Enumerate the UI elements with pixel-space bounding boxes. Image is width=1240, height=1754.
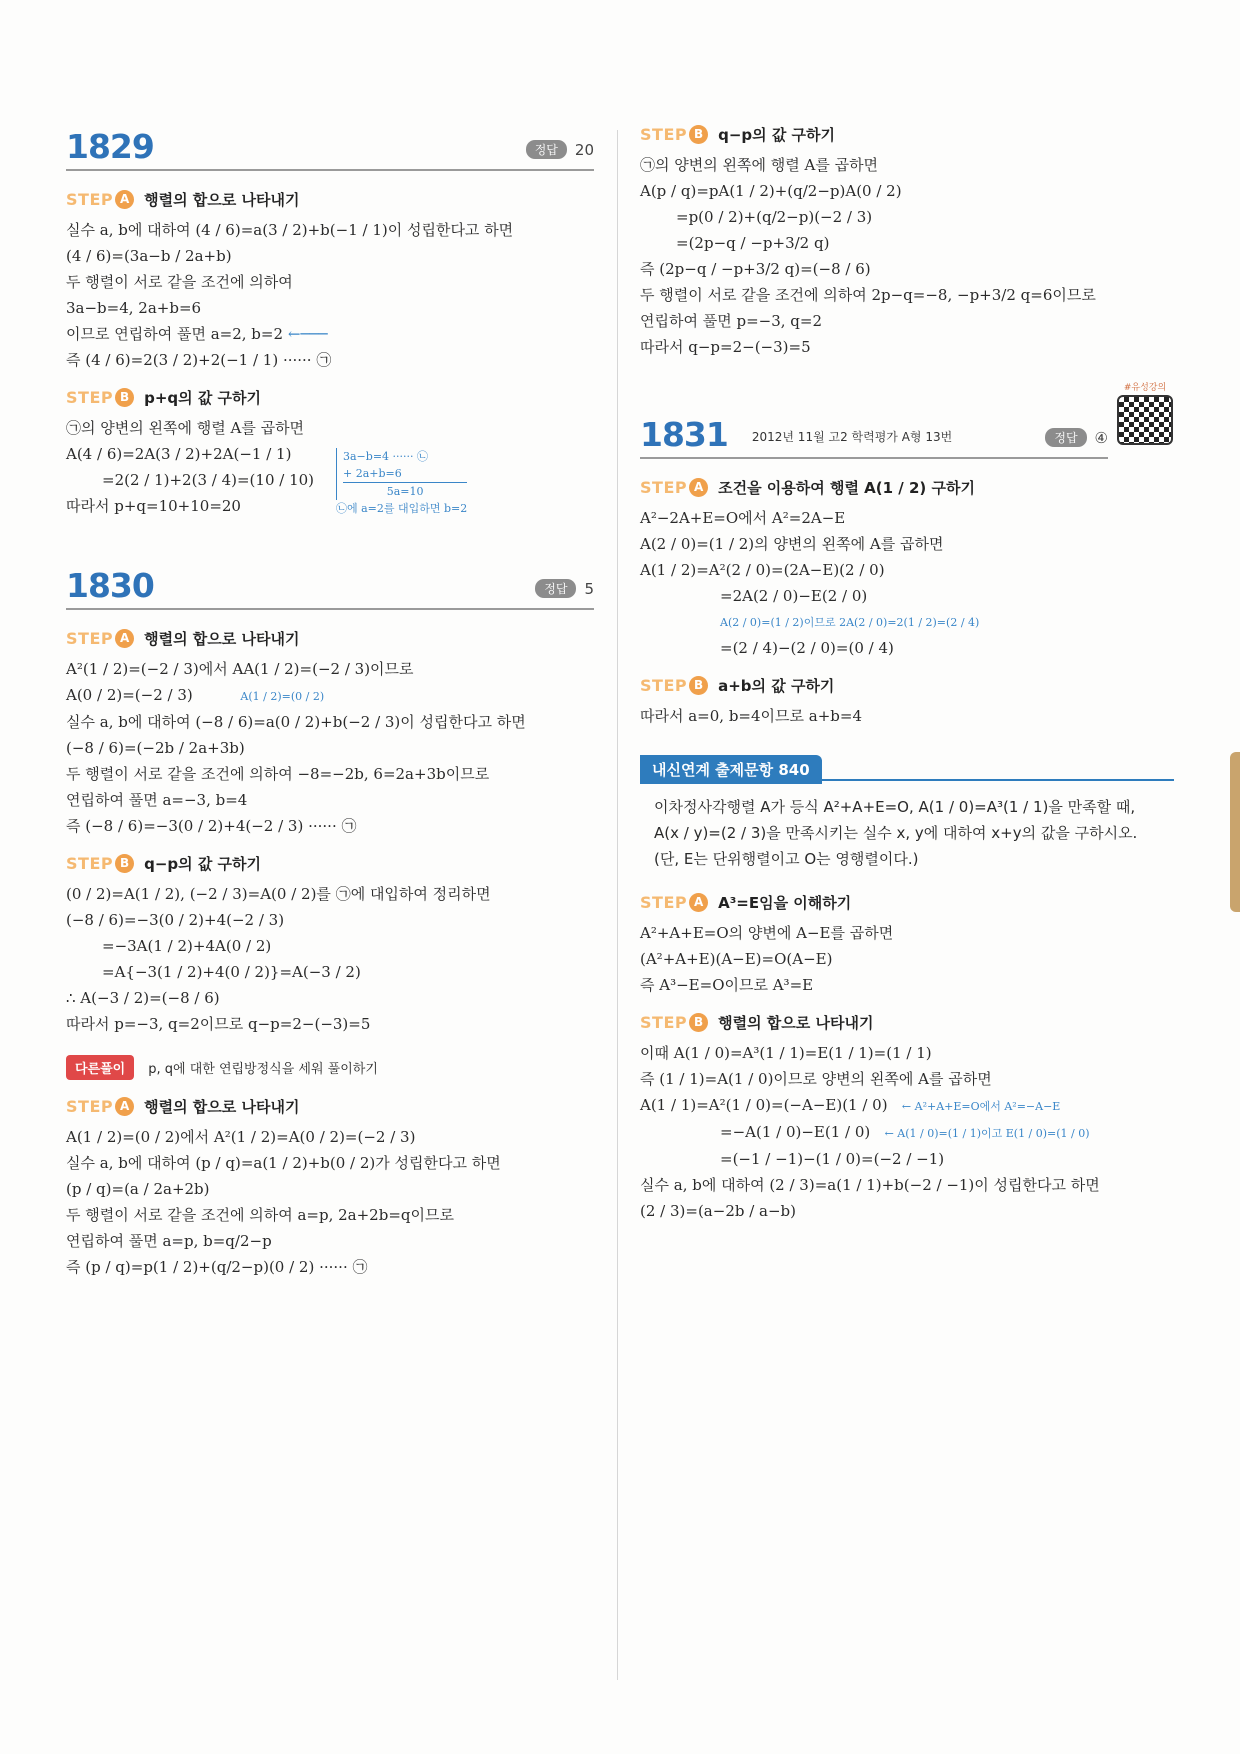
solution-line: 두 행렬이 서로 같을 조건에 의하여 2p−q=−8, −p+3/2 q=6이므로: [640, 286, 1096, 304]
hint-note: A(1 / 2)=(0 / 2): [240, 690, 325, 703]
solution-line: =2(2 / 1)+2(3 / 4)=(10 / 10): [102, 471, 315, 489]
solution-line: =2A(2 / 0)−E(2 / 0): [720, 587, 868, 605]
question-line: A(x / y)=(2 / 3)을 만족시키는 실수 x, y에 대하여 x+y의 값을 구하시오.: [654, 824, 1138, 842]
solution-line: 실수 a, b에 대하여 (p / q)=a(1 / 2)+b(0 / 2)가 성립한다고 하면: [66, 1154, 501, 1172]
solution-line: 따라서 p+q=10+10=20: [66, 497, 241, 515]
solution-line: 즉 (1 / 1)=A(1 / 0)이므로 양변의 왼쪽에 A를 곱하면: [640, 1070, 992, 1088]
solution-line: 연립하여 풀면 a=p, b=q/2−p: [66, 1232, 272, 1250]
problem-number: 1829: [66, 127, 154, 166]
solution-line: A(1 / 2)=(0 / 2)에서 A²(1 / 2)=A(0 / 2)=(−2 / 3): [66, 1128, 416, 1146]
solution-line: (p / q)=(a / 2a+2b): [66, 1180, 210, 1198]
solution-line: 실수 a, b에 대하여 (4 / 6)=a(3 / 2)+b(−1 / 1)이 성립한다고 하면: [66, 221, 514, 239]
solution-line: 즉 (2p−q / −p+3/2 q)=(−8 / 6): [640, 260, 871, 278]
hint-note: A(2 / 0)=(1 / 2)이므로 2A(2 / 0)=2(1 / 2)=(2 / 4): [720, 616, 980, 629]
solution-line: =(2 / 4)−(2 / 0)=(0 / 4): [720, 639, 894, 657]
answer-value: ④: [1094, 428, 1108, 447]
alternative-solution-header: [66, 1055, 594, 1080]
solution-line: =(−1 / −1)−(1 / 0)=(−2 / −1): [720, 1150, 945, 1168]
qr-icon: [1117, 395, 1173, 445]
problem-header: [640, 415, 1108, 459]
solution-line: 연립하여 풀면 a=−3, b=4: [66, 791, 248, 809]
solution-line: =A{−3(1 / 2)+4(0 / 2)}=A(−3 / 2): [102, 963, 361, 981]
problem-number: 1831: [640, 415, 728, 454]
solution-line: 이때 A(1 / 0)=A³(1 / 1)=E(1 / 1)=(1 / 1): [640, 1044, 932, 1062]
solution-line: 즉 (p / q)=p(1 / 2)+(q/2−p)(0 / 2) ······ ㉠: [66, 1258, 368, 1276]
answer-value: 5: [584, 579, 594, 598]
right-column: [640, 125, 1174, 1227]
problem-1830: [66, 566, 594, 1278]
answer: [535, 579, 594, 598]
solution-line: A(1 / 1)=A²(1 / 0)=(−A−E)(1 / 0) ← A²+A+E=O에서 A²=−A−E: [640, 1096, 1061, 1114]
solution-line: 실수 a, b에 대하여 (2 / 3)=a(1 / 1)+b(−2 / −1)이 성립한다고 하면: [640, 1176, 1100, 1194]
problem-header: [66, 566, 594, 610]
solution-line: (−8 / 6)=−3(0 / 2)+4(−2 / 3): [66, 911, 285, 929]
solution-line: A²+A+E=O의 양변에 A−E를 곱하면: [640, 924, 894, 942]
related-problem-header: [640, 755, 1174, 784]
answer: [526, 140, 594, 159]
hint-note: ← A²+A+E=O에서 A²=−A−E: [901, 1100, 1061, 1113]
step-b: STEP B q−p의 값 구하기: [640, 125, 836, 144]
solution-line: =−3A(1 / 2)+4A(0 / 2): [102, 937, 272, 955]
solution-line: A²(1 / 2)=(−2 / 3)에서 AA(1 / 2)=(−2 / 3)이므로: [66, 660, 414, 678]
question-line: 이차정사각행렬 A가 등식 A²+A+E=O, A(1 / 0)=A³(1 / 1)을 만족할 때,: [654, 798, 1136, 816]
problem-1829: [66, 127, 594, 517]
step-b: STEP B q−p의 값 구하기: [66, 854, 262, 873]
alt-title: p, q에 대한 연립방정식을 세워 풀이하기: [148, 1062, 378, 1077]
alt-badge: 다른풀이: [66, 1055, 134, 1080]
solution-line: (4 / 6)=(3a−b / 2a+b): [66, 247, 232, 265]
solution-line: A(4 / 6)=2A(3 / 2)+2A(−1 / 1): [66, 445, 292, 463]
step-b: STEP B 행렬의 합으로 나타내기: [640, 1013, 874, 1032]
related-problem-title: 내신연계 출제문항 840: [640, 755, 822, 784]
solution-line: 두 행렬이 서로 같을 조건에 의하여 a=p, 2a+2b=q이므로: [66, 1206, 454, 1224]
solution-line: ㉠의 양변의 왼쪽에 행렬 A를 곱하면: [66, 419, 305, 437]
solution-line: A(2 / 0)=(1 / 2)의 양변의 왼쪽에 A를 곱하면: [640, 535, 944, 553]
step-b: STEP B p+q의 값 구하기: [66, 388, 262, 407]
problem-header: [66, 127, 594, 171]
step-a: STEP A 행렬의 합으로 나타내기: [66, 1097, 300, 1116]
answer-tag: 정답: [1045, 428, 1086, 447]
qr-label: #유성강의: [1123, 383, 1167, 393]
column-divider: [617, 130, 618, 1680]
solution-line: 이므로 연립하여 풀면 a=2, b=2 ←───: [66, 325, 328, 343]
solution-line: 따라서 a=0, b=4이므로 a+b=4: [640, 707, 863, 725]
answer-tag: 정답: [535, 579, 576, 598]
step-a: STEP A 조건을 이용하여 행렬 A(1 / 2) 구하기: [640, 478, 975, 497]
solution-line: A²−2A+E=O에서 A²=2A−E: [640, 509, 846, 527]
solution-line: =−A(1 / 0)−E(1 / 0) ← A(1 / 0)=(1 / 1)이고 E(1 / 0)=(1 / 0): [720, 1123, 1090, 1141]
solution-line: 따라서 p=−3, q=2이므로 q−p=2−(−3)=5: [66, 1015, 371, 1033]
solution-line: 즉 (−8 / 6)=−3(0 / 2)+4(−2 / 3) ······ ㉠: [66, 817, 357, 835]
solution-line: A(0 / 2)=(−2 / 3) A(1 / 2)=(0 / 2): [66, 686, 325, 704]
solution-line: (A²+A+E)(A−E)=O(A−E): [640, 950, 833, 968]
problem-1831: [640, 383, 1174, 727]
problem-1830-continued: [640, 124, 1174, 358]
question-text: [640, 784, 1174, 870]
solution-line: =p(0 / 2)+(q/2−p)(−2 / 3): [676, 208, 873, 226]
solution-line: 두 행렬이 서로 같을 조건에 의하여: [66, 273, 293, 291]
solution-line: (0 / 2)=A(1 / 2), (−2 / 3)=A(0 / 2)를 ㉠에 대입하여 정리하면: [66, 885, 491, 903]
answer-tag: 정답: [526, 140, 567, 159]
solution-line: 실수 a, b에 대하여 (−8 / 6)=a(0 / 2)+b(−2 / 3)이 성립한다고 하면: [66, 713, 526, 731]
solution-line: (−8 / 6)=(−2b / 2a+3b): [66, 739, 245, 757]
header-rule: [822, 779, 1174, 781]
solution-line: ∴ A(−3 / 2)=(−8 / 6): [66, 989, 220, 1007]
solution-line: A(p / q)=pA(1 / 2)+(q/2−p)A(0 / 2): [640, 182, 902, 200]
left-column: [66, 127, 594, 1283]
qr-code[interactable]: [1116, 380, 1174, 445]
step-b: STEP B a+b의 값 구하기: [640, 676, 835, 695]
solution-line: 3a−b=4, 2a+b=6: [66, 299, 202, 317]
answer: [1045, 428, 1108, 447]
solution-line: 연립하여 풀면 p=−3, q=2: [640, 312, 823, 330]
step-a: STEP A 행렬의 합으로 나타내기: [66, 190, 300, 209]
solution-line: 두 행렬이 서로 같을 조건에 의하여 −8=−2b, 6=2a+3b이므로: [66, 765, 490, 783]
hint-note: ← A(1 / 0)=(1 / 1)이고 E(1 / 0)=(1 / 0): [884, 1127, 1090, 1140]
solution-line: (2 / 3)=(a−2b / a−b): [640, 1202, 797, 1220]
question-line: (단, E는 단위행렬이고 O는 영행렬이다.): [654, 850, 919, 868]
problem-source: 2012년 11월 고2 학력평가 A형 13번: [751, 430, 953, 444]
page-edge-tab: [1230, 752, 1240, 912]
solution-line: 즉 (4 / 6)=2(3 / 2)+2(−1 / 1) ······ ㉠: [66, 351, 332, 369]
problem-number: 1830: [66, 566, 154, 605]
answer-value: 20: [574, 140, 594, 159]
related-problem-840: [640, 755, 1174, 1222]
solution-line: ㉠의 양변의 왼쪽에 행렬 A를 곱하면: [640, 156, 879, 174]
step-a: STEP A 행렬의 합으로 나타내기: [66, 629, 300, 648]
solution-line: 따라서 q−p=2−(−3)=5: [640, 338, 811, 356]
side-calculation: 3a−b=4 ······ ㉡ + 2a+b=6 5a=10 ㉡에 a=2를 대입하면 b=2: [336, 450, 468, 515]
solution-line: A(1 / 2)=A²(2 / 0)=(2A−E)(2 / 0): [640, 561, 885, 579]
step-a: STEP A A³=E임을 이해하기: [640, 893, 852, 912]
solution-line: =(2p−q / −p+3/2 q): [676, 234, 830, 252]
solution-line: 즉 A³−E=O이므로 A³=E: [640, 976, 814, 994]
